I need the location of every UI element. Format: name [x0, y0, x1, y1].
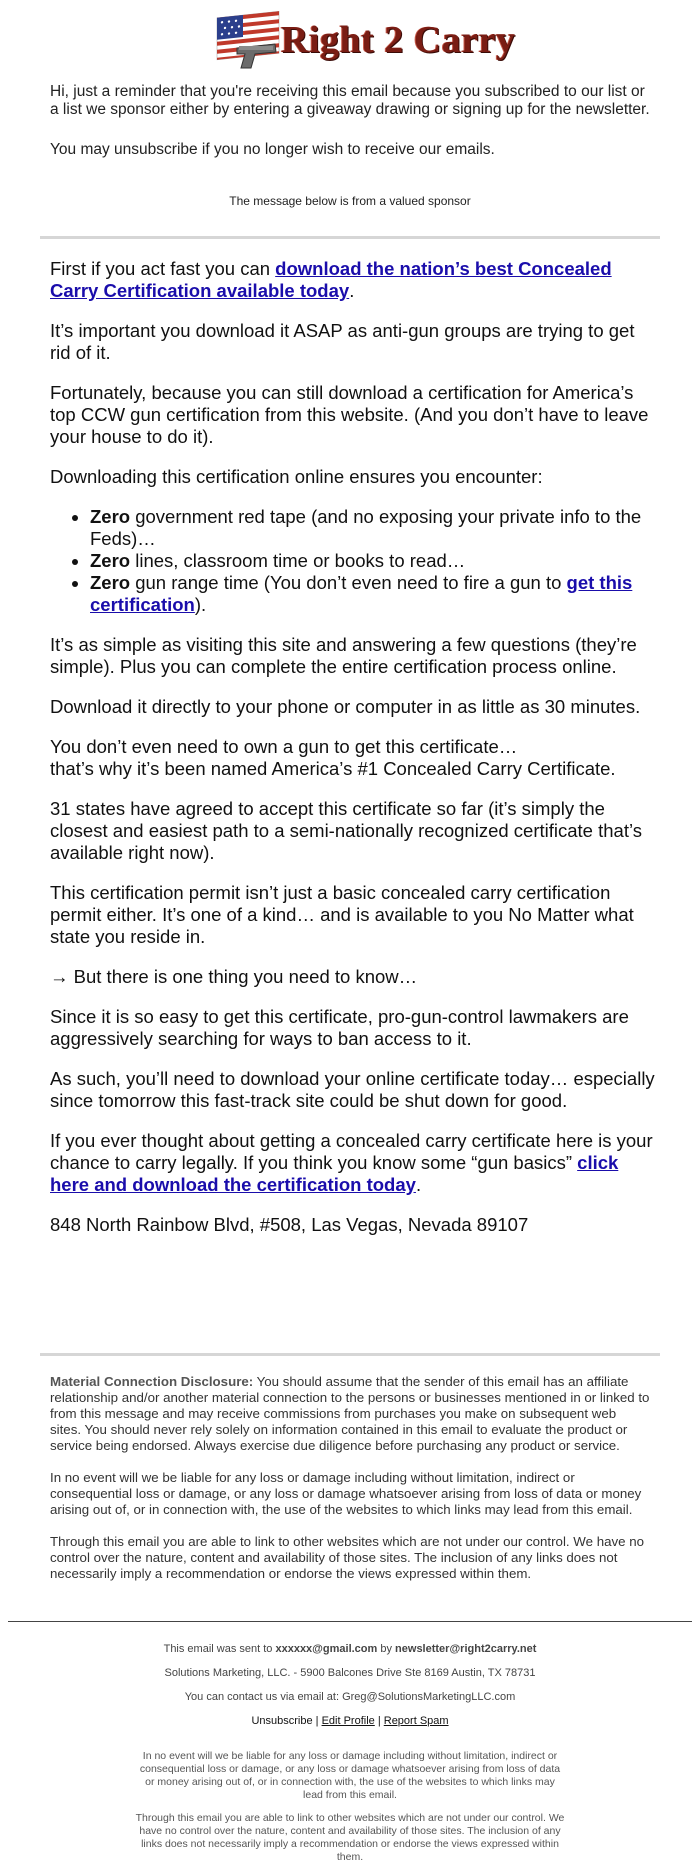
sponsor-note: The message below is from a valued sponsor — [229, 194, 471, 208]
paragraph: It’s as simple as visiting this site and answering a few questions (they’re simple). Plus you can complete the entire certification process online. — [50, 634, 637, 677]
footer-liability: In no event will we be liable for any loss or damage including without limitation, indirect or consequential loss or damage, or any loss or damage whatsoever arising from loss of data or money arising out of, or in connection with, the use of the websites to which links may lead from this email. — [139, 1750, 561, 1801]
paragraph: It’s important you download it ASAP as anti-gun groups are trying to get rid of it. — [50, 320, 635, 363]
paragraph: As such, you’ll need to download your online certificate today… especially since tomorrow this fast-track site could be shut down for good. — [50, 1068, 655, 1111]
benefits-list — [50, 506, 660, 616]
edit-profile-link[interactable]: Edit Profile — [321, 1715, 375, 1727]
footer-links: Unsubscribe | Edit Profile | Report Spam — [251, 1715, 449, 1727]
footer-links-disclaimer: Through this email you are able to link to other websites which are not under our control. We have no control over the nature, content and availability of those sites. The inclusion of any links does not necessarily imply a recommendation or endorse the views expressed within them. — [135, 1812, 565, 1863]
paragraph: This certification permit isn’t just a basic concealed carry certification permit either. It’s one of a kind… and is available to you No Matter what state you reside in. — [50, 882, 634, 947]
paragraph: Fortunately, because you can still download a certification for America’s top CCW gun certification from this website. (And you don’t have to leave your house to do it). — [50, 382, 649, 447]
logo-text: Right 2 Carry — [281, 19, 516, 61]
company-address: Solutions Marketing, LLC. - 5900 Balcones Drive Ste 8169 Austin, TX 78731 — [164, 1667, 536, 1679]
external-links-text: Through this email you are able to link to other websites which are not under our control. We have no control over the nature, content and availability of those sites. The inclusion of any links does not necessarily imply a recommendation or endorse the views expressed within them. — [50, 1534, 645, 1581]
material-disclosure: Material Connection Disclosure: You should assume that the sender of this email has an affiliate relationship and/or another material connection to the persons or businesses mentioned in or linked to from this message and may receive commissions from purchases you make on subsequent web sites. You should never rely solely on information contained in this email to evaluate the product or service being endorsed. Always exercise due diligence before purchasing any product or service. — [50, 1374, 650, 1453]
footer-divider — [8, 1621, 692, 1622]
sponsor-message — [50, 258, 660, 1254]
report-spam-link[interactable]: Report Spam — [383, 1715, 449, 1727]
sent-to-line: This email was sent to xxxxxx@gmail.com by newsletter@right2carry.net — [163, 1643, 537, 1655]
disclosure-block — [50, 1374, 650, 1598]
download-today-link[interactable]: click here and download the certification today — [50, 1152, 619, 1195]
sender-address: 848 North Rainbow Blvd, #508, Las Vegas, Nevada 89107 — [50, 1214, 529, 1235]
divider — [40, 1353, 660, 1356]
list-item: • Zero lines, classroom time or books to read… — [90, 550, 660, 572]
footer — [0, 1642, 700, 1874]
paragraph: If you ever thought about getting a concealed carry certificate here is your chance to carry legally. If you think you know some “gun basics” click here and download the certification today. — [50, 1130, 653, 1195]
liability-text: In no event will we be liable for any loss or damage including without limitation, indirect or consequential loss or damage, or any loss or damage whatsoever arising from loss of data or money arising out of, or in connection with, the use of the websites to which links may lead from this email. — [50, 1470, 642, 1517]
paragraph: 31 states have agreed to accept this certificate so far (it’s simply the closest and easiest path to a semi-nationally recognized certificate that’s available right now). — [50, 798, 642, 863]
list-item: • Zero gun range time (You don’t even need to fire a gun to get this certification). — [90, 572, 660, 616]
paragraph: → But there is one thing you need to know… — [50, 966, 418, 987]
unsubscribe-note: You may unsubscribe if you no longer wish to receive our emails. — [50, 141, 495, 158]
paragraph: Since it is so easy to get this certificate, pro-gun-control lawmakers are aggressively searching for ways to ban access to it. — [50, 1006, 629, 1049]
paragraph: Download it directly to your phone or computer in as little as 30 minutes. — [50, 696, 641, 717]
contact-line: You can contact us via email at: Greg@SolutionsMarketingLLC.com — [184, 1691, 516, 1703]
paragraph: You don’t even need to own a gun to get this certificate… that’s why it’s been named America’s #1 Concealed Carry Certificate. — [50, 736, 616, 779]
download-certification-link[interactable]: download the nation’s best Concealed Carry Certification available today — [50, 258, 612, 301]
paragraph: First if you act fast you can download the nation’s best Concealed Carry Certification available today. — [50, 258, 612, 301]
intro-text: Hi, just a reminder that you're receiving this email because you subscribed to our list or a list we sponsor either by entering a giveaway drawing or signing up for the newsletter. — [50, 83, 650, 118]
divider — [40, 236, 660, 239]
intro-block — [50, 83, 650, 159]
get-certification-link[interactable]: get this certification — [90, 572, 633, 615]
right2carry-logo[interactable] — [215, 8, 516, 72]
list-item: • Zero government red tape (and no exposing your private info to the Feds)… — [90, 506, 660, 550]
unsubscribe-link[interactable]: Unsubscribe — [251, 1715, 313, 1727]
paragraph: Downloading this certification online ensures you encounter: — [50, 466, 543, 487]
